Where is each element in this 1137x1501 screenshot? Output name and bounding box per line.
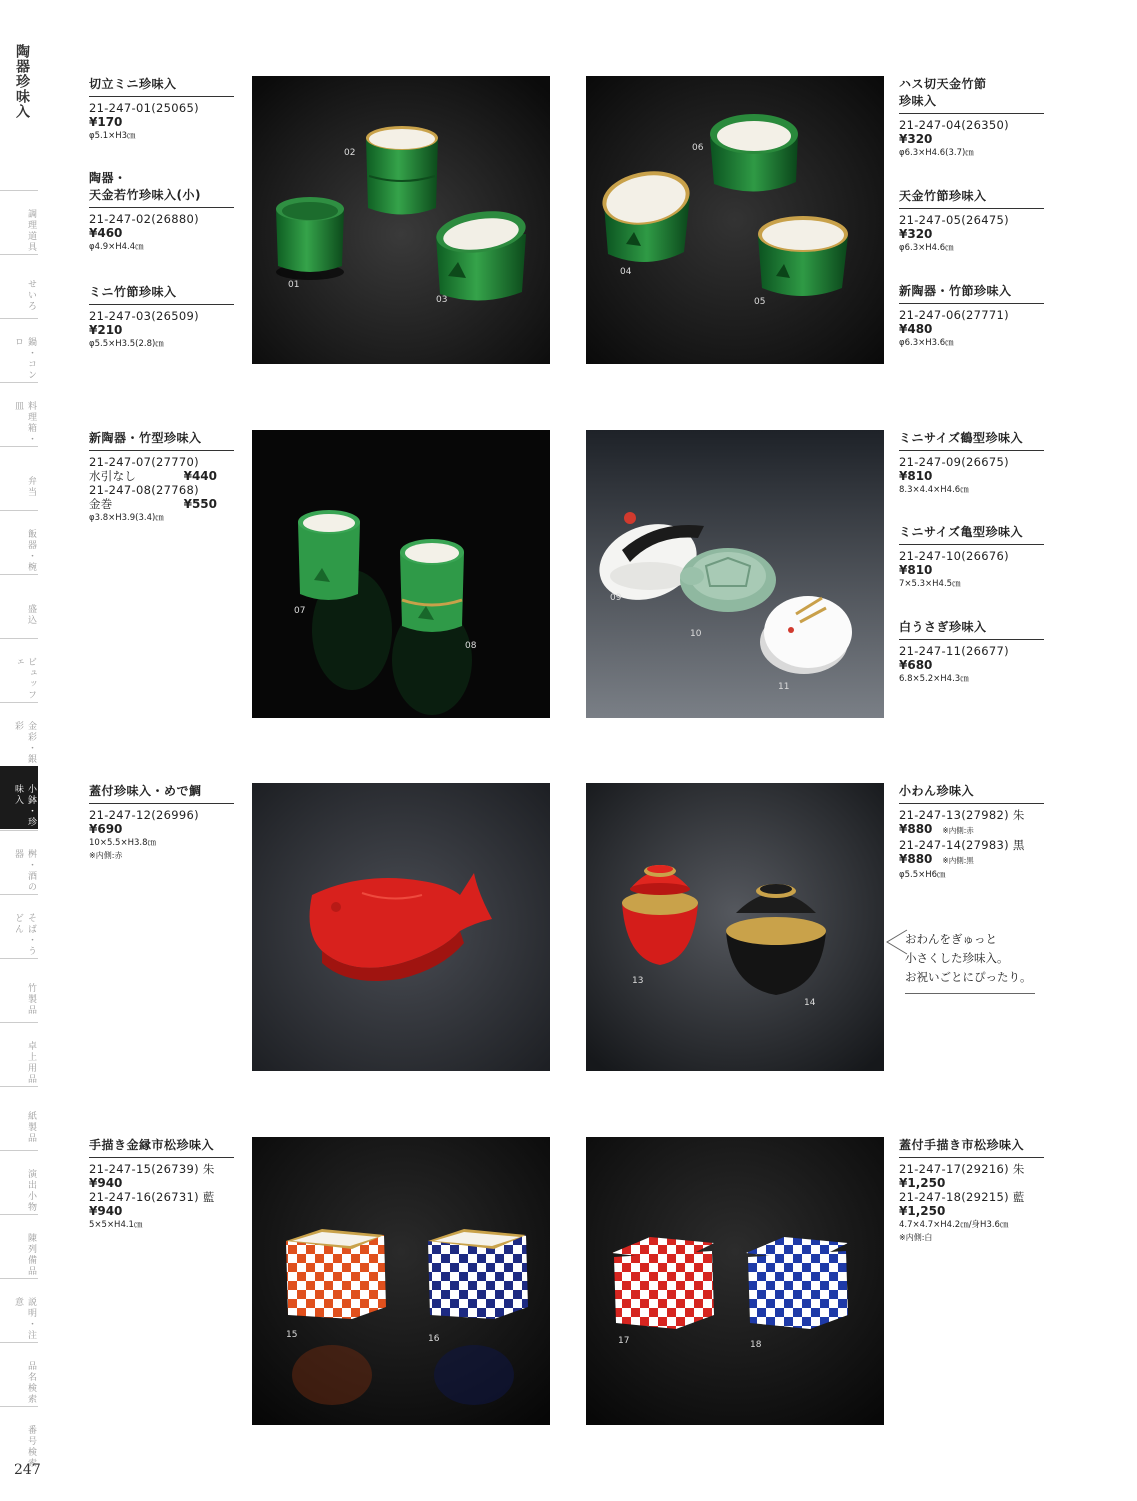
product-block: [89, 430, 234, 529]
nav-tab-6[interactable]: 飯器・椀: [0, 510, 38, 573]
price-row: [899, 132, 1044, 146]
product-price: ¥940: [89, 1176, 123, 1190]
photo-label: 17: [618, 1336, 630, 1346]
product-dimensions: 6.8×5.2×H4.3㎝: [899, 674, 969, 684]
product-dimensions: φ4.9×H4.4㎝: [89, 242, 144, 252]
product-price: ¥810: [899, 469, 933, 483]
product-price: ¥320: [899, 227, 933, 241]
callout-line: 小さくした珍味入。: [905, 951, 1009, 965]
product-code: 21-247-08(27768): [89, 483, 199, 497]
variant-row: [89, 469, 217, 483]
price-row: [899, 822, 1044, 838]
photo-label: 05: [754, 297, 766, 307]
product-note: ※内側:赤: [89, 851, 123, 860]
product-code: 21-247-02(26880): [89, 212, 199, 226]
product-block: [899, 283, 1044, 354]
product-dimensions: φ3.8×H3.9(3.4)㎝: [89, 513, 164, 523]
variant-row: [89, 497, 217, 511]
product-price: ¥210: [89, 323, 123, 337]
product-code: 21-247-14(27983) 黒: [899, 838, 1025, 852]
product-code: 21-247-15(26739) 朱: [89, 1162, 215, 1176]
photo-label: 02: [344, 148, 356, 158]
product-price: ¥1,250: [899, 1176, 946, 1190]
price-row: [89, 115, 234, 129]
nav-tab-2[interactable]: せいろ: [0, 254, 38, 317]
product-code: 21-247-07(27770): [89, 455, 199, 469]
product-photo-lidded-checkered: [586, 1137, 884, 1425]
product-dimensions: φ6.3×H3.6㎝: [899, 338, 954, 348]
product-photo-animal-cups: [586, 430, 884, 718]
callout: [905, 930, 1035, 994]
photo-label: 15: [286, 1330, 298, 1340]
nav-tab-19[interactable]: 品名検索: [0, 1342, 38, 1405]
product-dimensions: φ5.5×H6㎝: [899, 870, 946, 880]
nav-tab-10[interactable]: 小鉢・珍味入: [0, 766, 38, 829]
product-code: 21-247-16(26731) 藍: [89, 1190, 215, 1204]
product-name: ミニ竹節珍味入: [89, 284, 234, 305]
product-code: 21-247-09(26675): [899, 455, 1009, 469]
product-name: ハス切天金竹節 珍味入: [899, 76, 1044, 114]
product-block: [89, 170, 234, 258]
price-row: [899, 322, 1044, 336]
product-price: ¥810: [899, 563, 933, 577]
product-dimensions: φ5.1×H3㎝: [89, 131, 136, 141]
product-name: 切立ミニ珍味入: [89, 76, 234, 97]
product-code: 21-247-12(26996): [89, 808, 199, 822]
product-price: ¥680: [899, 658, 933, 672]
price-row: [899, 658, 1044, 672]
section-title: 陶器珍味入: [14, 44, 30, 119]
photo-label: 14: [804, 998, 816, 1008]
product-code: 21-247-10(26676): [899, 549, 1009, 563]
product-block: [899, 76, 1044, 164]
product-price: ¥440: [183, 469, 217, 483]
nav-tab-16[interactable]: 演出小物: [0, 1150, 38, 1213]
product-dimensions: φ6.3×H4.6(3.7)㎝: [899, 148, 974, 158]
price-row: [899, 469, 1044, 483]
product-price: ¥170: [89, 115, 123, 129]
product-code: 21-247-04(26350): [899, 118, 1009, 132]
product-code: 21-247-01(25065): [89, 101, 199, 115]
product-code: 21-247-05(26475): [899, 213, 1009, 227]
product-price: ¥1,250: [899, 1204, 946, 1218]
inner-color-note: ※内側:黒: [942, 856, 974, 865]
product-name: 白うさぎ珍味入: [899, 619, 1044, 640]
product-block: [899, 1137, 1044, 1244]
product-dimensions: φ6.3×H4.6㎝: [899, 243, 954, 253]
product-price: ¥320: [899, 132, 933, 146]
product-block: [899, 783, 1044, 886]
product-name: 新陶器・竹型珍味入: [89, 430, 234, 451]
product-price: ¥550: [183, 497, 217, 511]
product-dimensions: 5×5×H4.1㎝: [89, 1220, 143, 1230]
product-photo-checkered-cups: [252, 1137, 550, 1425]
price-row: [89, 226, 234, 240]
product-name: 陶器・ 天金若竹珍味入(小): [89, 170, 234, 208]
price-row: [89, 1204, 234, 1218]
nav-tab-14[interactable]: 卓上用品: [0, 1022, 38, 1085]
product-block: [899, 188, 1044, 259]
product-name: 天金竹節珍味入: [899, 188, 1044, 209]
photo-label: 04: [620, 267, 632, 277]
page-number: 247: [14, 1462, 41, 1478]
photo-label: 07: [294, 606, 306, 616]
product-block: [89, 284, 234, 355]
price-row: [899, 1176, 1044, 1190]
product-price: ¥880: [899, 822, 933, 836]
photo-label: 08: [465, 641, 477, 651]
product-photo-red-fish: [252, 783, 550, 1071]
product-block: [89, 76, 234, 147]
product-photo-small-bowls: [586, 783, 884, 1071]
price-row: [899, 227, 1044, 241]
product-price: ¥690: [89, 822, 123, 836]
photo-label: 01: [288, 280, 300, 290]
product-code: 21-247-06(27771): [899, 308, 1009, 322]
product-dimensions: 4.7×4.7×H4.2㎝/身H3.6㎝: [899, 1220, 1009, 1230]
product-code: 21-247-18(29215) 藍: [899, 1190, 1025, 1204]
nav-tab-4[interactable]: 料理箱・皿: [0, 382, 38, 445]
product-block: [89, 783, 234, 862]
nav-tab-5[interactable]: 弁当: [0, 446, 38, 509]
product-dimensions: 7×5.3×H4.5㎝: [899, 579, 961, 589]
product-name: 蓋付珍味入・めで鯛: [89, 783, 234, 804]
nav-tab-12[interactable]: そば・うどん: [0, 894, 38, 957]
nav-tab-17[interactable]: 陳列備品: [0, 1214, 38, 1277]
nav-tab-9[interactable]: 金彩・銀彩: [0, 702, 38, 765]
nav-tab-13[interactable]: 竹製品: [0, 958, 38, 1021]
photo-label: 13: [632, 976, 644, 986]
photo-label: 11: [778, 682, 790, 692]
product-name: 蓋付手描き市松珍味入: [899, 1137, 1044, 1158]
photo-label: 06: [692, 143, 704, 153]
nav-tab-3[interactable]: 鍋・コンロ: [0, 318, 38, 381]
product-photo-bamboo-cups: [252, 430, 550, 718]
product-price: ¥940: [89, 1204, 123, 1218]
inner-color-note: ※内側:赤: [942, 826, 974, 835]
nav-tab-18[interactable]: 説明・注意: [0, 1278, 38, 1341]
price-row: [899, 852, 1044, 868]
price-row: [89, 323, 234, 337]
callout-line: お祝いごとにぴったり。: [905, 970, 1032, 984]
product-name: 手描き金縁市松珍味入: [89, 1137, 234, 1158]
product-code: 21-247-11(26677): [899, 644, 1009, 658]
product-name: ミニサイズ鶴型珍味入: [899, 430, 1044, 451]
product-note: ※内側:白: [899, 1233, 933, 1242]
product-photo-gold-rim-cups: [586, 76, 884, 364]
nav-tab-15[interactable]: 紙製品: [0, 1086, 38, 1149]
product-block: [89, 1137, 234, 1236]
product-name: 小わん珍味入: [899, 783, 1044, 804]
photo-label: 16: [428, 1334, 440, 1344]
photo-label: 10: [690, 629, 702, 639]
nav-tab-7[interactable]: 盛込: [0, 574, 38, 637]
product-photo-green-cups: [252, 76, 550, 364]
nav-tab-11[interactable]: 桝・酒の器: [0, 830, 38, 893]
product-price: ¥460: [89, 226, 123, 240]
nav-tab-20[interactable]: 番号検索: [0, 1406, 38, 1469]
product-name: 新陶器・竹節珍味入: [899, 283, 1044, 304]
price-row: [89, 822, 234, 836]
nav-tab-1[interactable]: 調理道具: [0, 190, 38, 253]
product-name: ミニサイズ亀型珍味入: [899, 524, 1044, 545]
product-price: ¥480: [899, 322, 933, 336]
product-code: 21-247-17(29216) 朱: [899, 1162, 1025, 1176]
product-code: 21-247-03(26509): [89, 309, 199, 323]
photo-label: 09: [610, 593, 622, 603]
product-price: ¥880: [899, 852, 933, 866]
photo-label: 18: [750, 1340, 762, 1350]
price-row: [899, 563, 1044, 577]
callout-line: おわんをぎゅっと: [905, 932, 997, 946]
product-code: 21-247-13(27982) 朱: [899, 808, 1025, 822]
product-block: [899, 430, 1044, 501]
product-dimensions: 8.3×4.4×H4.6㎝: [899, 485, 969, 495]
photo-label: 03: [436, 295, 448, 305]
variant-label: 水引なし: [89, 469, 137, 483]
product-dimensions: φ5.5×H3.5(2.8)㎝: [89, 339, 164, 349]
variant-label: 金巻: [89, 497, 113, 511]
price-row: [89, 1176, 234, 1190]
product-dimensions: 10×5.5×H3.8㎝: [89, 838, 156, 848]
price-row: [899, 1204, 1044, 1218]
product-block: [899, 619, 1044, 690]
product-block: [899, 524, 1044, 595]
nav-tab-8[interactable]: ビュッフェ: [0, 638, 38, 701]
